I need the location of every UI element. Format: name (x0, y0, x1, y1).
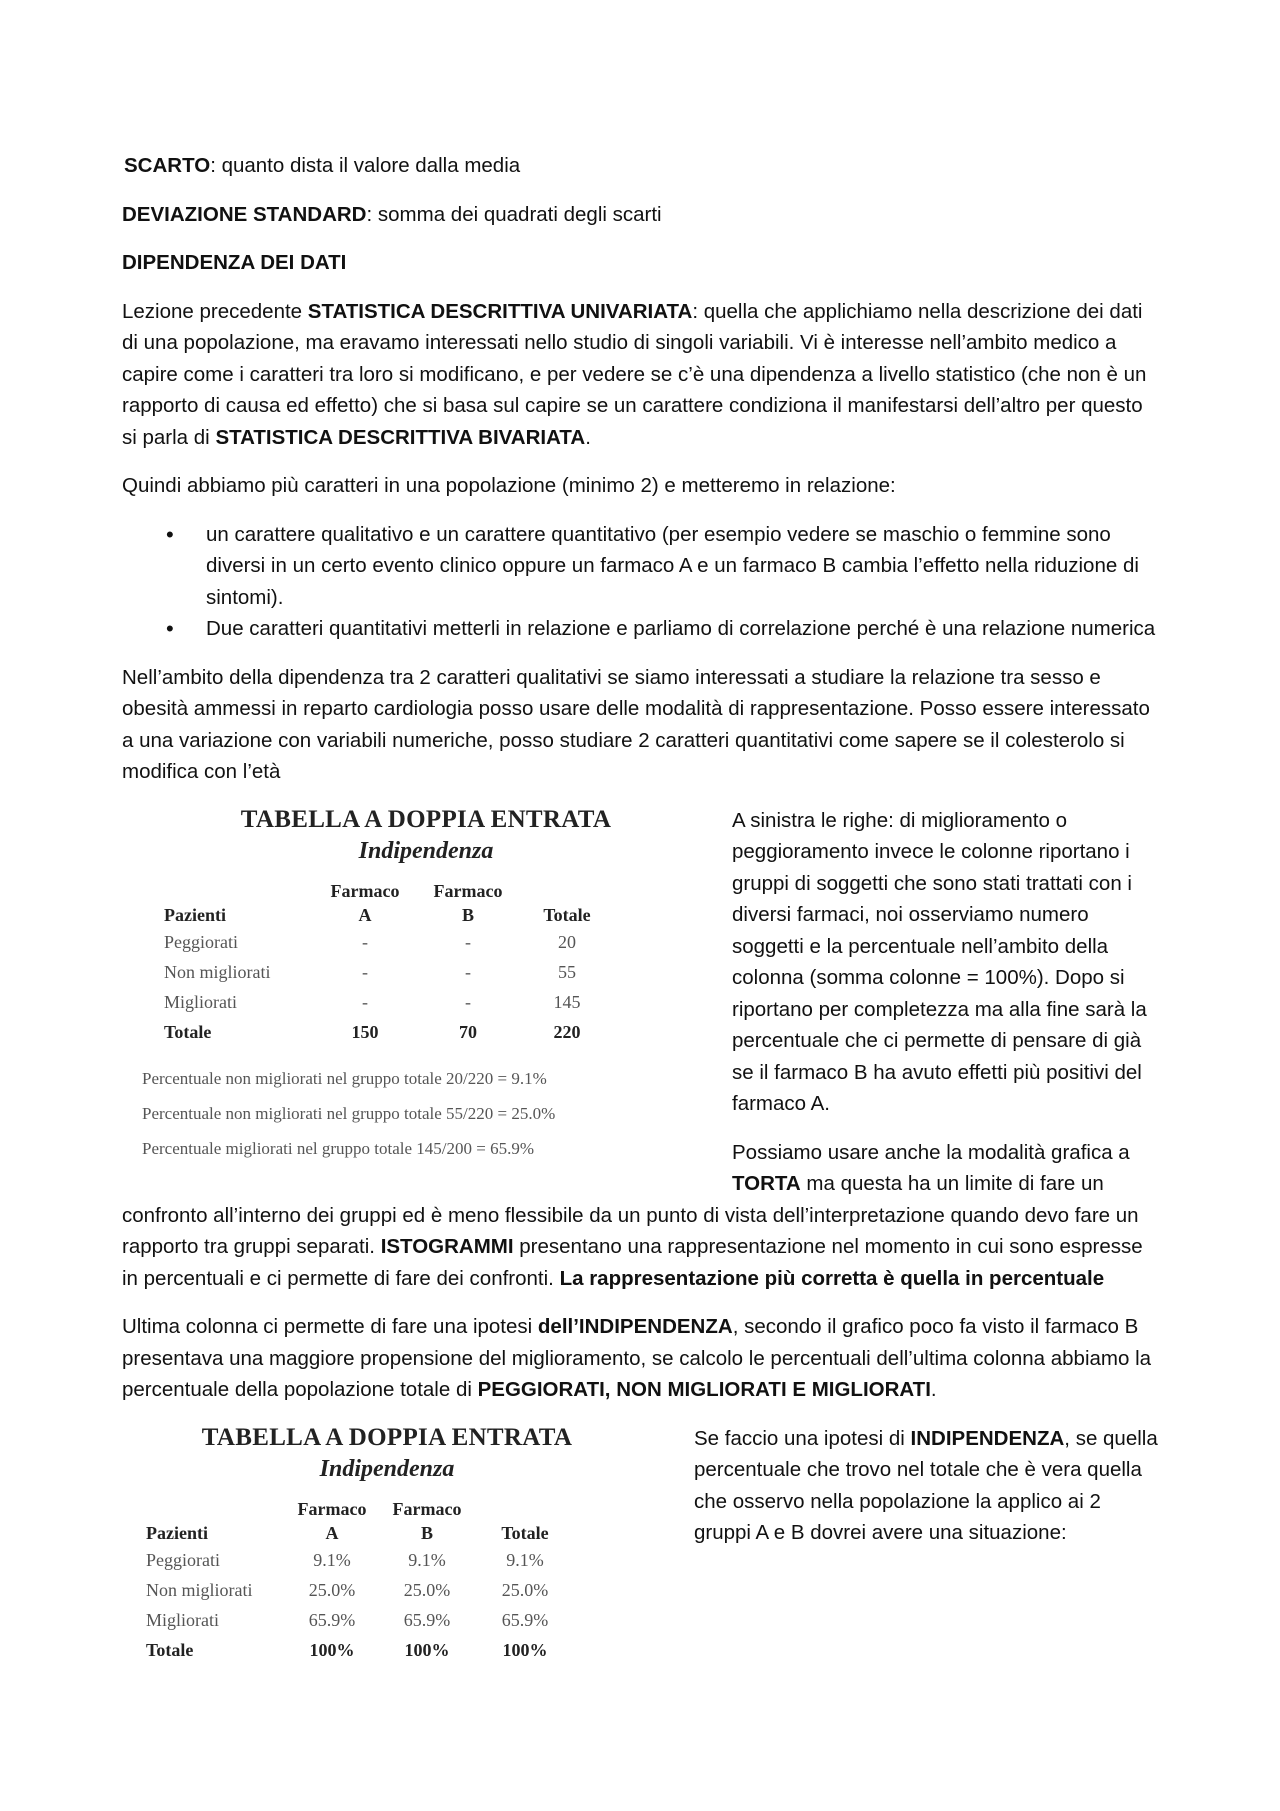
table-row (164, 957, 612, 987)
cell: 9.1% (408, 1549, 446, 1570)
table-header-row (146, 1497, 574, 1545)
table-total-row (146, 1635, 574, 1665)
list-item: • Due caratteri quantitativi metterli in relazione e parliamo di correlazione perché è una relazione numerica (122, 613, 1162, 645)
contingency-table-counts (164, 879, 612, 1047)
term-torta: TORTA (732, 1172, 801, 1195)
bullet-list (122, 519, 1162, 645)
contingency-table-percentages (146, 1497, 574, 1665)
figure-block-1 (122, 805, 1162, 1295)
cell: Peggiorati (146, 1549, 220, 1570)
cell: Peggiorati (164, 931, 238, 952)
cell: 145 (553, 991, 581, 1012)
cell: 100% (309, 1639, 355, 1660)
paragraph-bivariata (122, 296, 1162, 454)
cell: 9.1% (313, 1549, 351, 1570)
table-total-row (164, 1017, 612, 1047)
cell: - (465, 961, 471, 982)
percent-note: Percentuale migliorati nel gruppo totale 145/200 = 65.9% (142, 1138, 534, 1158)
table-row (146, 1545, 574, 1575)
cell: 25.0% (403, 1579, 451, 1600)
cell: 55 (558, 961, 576, 982)
cell: Non migliorati (164, 961, 271, 982)
paragraph-dipendenza: Nell’ambito della dipendenza tra 2 caratteri qualitativi se siamo interessati a studiare la relazione tra sesso e obesità ammessi in reparto cardiologia posso usare delle modalità di rappresentazione. Posso essere interessato a una variazione con variabili numeriche, posso studiare 2 caratteri quantitativi come sapere se il colesterolo si modifica con l’età (122, 665, 1150, 783)
term-indipendenza: INDIPENDENZA (910, 1426, 1065, 1450)
header-pazienti: Pazienti (146, 1522, 208, 1543)
cell: Totale (164, 1021, 212, 1042)
text: , (604, 1378, 617, 1401)
text: : quella che applichiamo nella descrizione dei dati di una popolazione, ma eravamo interessati nello studio di singoli variabili. Vi è interesse nell’ambito medico a capire come i caratteri tra loro si modificano, e per vedere se c’è una dipendenza a livello statistico (che non è un rapporto di causa ed effetto) che si basa sul capire se un carattere condiziona il manifestarsi dell’altro per questo si parla di (122, 299, 1147, 449)
text: Possiamo usare anche la modalità grafica a (732, 1140, 1130, 1164)
percent-note: Percentuale non migliorati nel gruppo totale 55/220 = 25.0% (142, 1103, 556, 1123)
figure-subtitle: Indipendenza (319, 1455, 455, 1482)
figure-block-2 (122, 1423, 1162, 1699)
text: , se quella percentuale che trovo nel totale che è vera quella che osservo nella popolazione la applico ai 2 gruppi A e B dovrei avere una situazione: (694, 1426, 1158, 1544)
term-indipendenza: dell’INDIPENDENZA (537, 1315, 733, 1338)
cell: 100% (404, 1639, 450, 1660)
cell: - (465, 991, 471, 1012)
cell: 65.9% (501, 1609, 549, 1630)
list-item: • un carattere qualitativo e un carattere quantitativo (per esempio vedere se maschio o femmine sono diversi in un certo evento clinico oppure un farmaco A e un farmaco B cambia l’effetto nella riduzione di sintomi). (122, 519, 1162, 614)
term-scarto: SCARTO (124, 154, 211, 177)
paragraph-indipendenza (122, 1311, 1162, 1406)
figure-title: TABELLA A DOPPIA ENTRATA (240, 805, 612, 833)
percent-note: Percentuale non migliorati nel gruppo totale 20/220 = 9.1% (142, 1068, 547, 1088)
term-univariata: STATISTICA DESCRITTIVA UNIVARIATA (307, 299, 693, 323)
percent-notes (142, 1061, 710, 1166)
document-page (122, 150, 1162, 1699)
text: presentano una rappresentazione nel momento in cui sono espresse in percentuali e ci permette di fare dei confronti. (122, 1235, 1143, 1290)
cell: Non migliorati (146, 1579, 253, 1600)
cell: 100% (502, 1639, 548, 1660)
table-row (146, 1605, 574, 1635)
table-figure-percentages (142, 1423, 632, 1693)
cell: 9.1% (506, 1549, 544, 1570)
cell: - (362, 931, 368, 952)
term-istogrammi: ISTOGRAMMI (380, 1235, 514, 1258)
cell: Migliorati (164, 991, 237, 1012)
text: , secondo il grafico poco fa visto il farmaco B presentava una maggiore propensione del miglioramento, se calcolo le percentuali dell’ultima colonna abbiamo la percentuale della popolazione totale di (122, 1315, 1152, 1401)
term-non-migliorati-migliorati: NON MIGLIORATI E MIGLIORATI (616, 1378, 931, 1401)
table-header-row (164, 879, 612, 927)
paragraph-righe-colonne: A sinistra le righe: di miglioramento o peggioramento invece le colonne riportano i gruppi di soggetti che sono stati trattati con i diversi farmaci, noi osserviamo numero soggetti e la percentuale nell’ambito della colonna (somma colonne = 100%). Dopo si riportano per completezza ma alla fine sarà la percentuale che ci permette di pensare di già se il farmaco B ha avuto effetti più positivi del farmaco A. (732, 808, 1147, 1115)
term-bivariata: STATISTICA DESCRITTIVA BIVARIATA (215, 425, 586, 449)
header-totale: Totale (501, 1522, 549, 1543)
header-totale: Totale (543, 904, 591, 925)
cell: 65.9% (308, 1609, 356, 1630)
term-deviazione: DEVIAZIONE STANDARD (122, 202, 367, 226)
header-farmaco-b: Farmaco B (433, 880, 503, 925)
cell: 25.0% (501, 1579, 549, 1600)
cell: 220 (553, 1021, 581, 1042)
table-row (164, 927, 612, 957)
paragraph-deviazione-standard (122, 199, 1162, 231)
header-farmaco-a: Farmaco A (330, 880, 400, 925)
table-figure-counts (142, 805, 710, 1193)
term-peggiorati: PEGGIORATI (477, 1378, 605, 1401)
text: Se faccio una ipotesi di (694, 1426, 911, 1450)
definition-deviazione: : somma dei quadrati degli scarti (366, 202, 662, 226)
text: . (585, 425, 591, 449)
header-farmaco-a: Farmaco A (297, 1498, 367, 1543)
definition-scarto: : quanto dista il valore dalla media (210, 154, 521, 177)
cell: - (362, 991, 368, 1012)
cell: 20 (558, 931, 576, 952)
cell: Totale (146, 1639, 194, 1660)
section-heading: DIPENDENZA DEI DATI (122, 251, 347, 274)
figure-title: TABELLA A DOPPIA ENTRATA (201, 1423, 573, 1451)
header-farmaco-b: Farmaco B (392, 1498, 462, 1543)
table-row (146, 1575, 574, 1605)
table-row (164, 987, 612, 1017)
header-pazienti: Pazienti (164, 904, 226, 925)
cell: - (465, 931, 471, 952)
figure-subtitle: Indipendenza (358, 837, 494, 864)
emphasis-percentuale: La rappresentazione più corretta è quella in percentuale (559, 1266, 1105, 1290)
paragraph-scarto (122, 150, 1162, 182)
cell: 70 (459, 1021, 477, 1042)
cell: - (362, 961, 368, 982)
cell: 65.9% (403, 1609, 451, 1630)
text: Ultima colonna ci permette di fare una ipotesi (122, 1315, 538, 1338)
text: ma questa ha un limite di fare un confronto all’interno dei gruppi ed è meno flessibile da un punto di vista dell’interpretazione quando devo fare un rapporto tra gruppi separati. (122, 1172, 1139, 1258)
text: Lezione precedente (122, 299, 308, 323)
paragraph-caratteri: Quindi abbiamo più caratteri in una popolazione (minimo 2) e metteremo in relazione: (122, 474, 896, 497)
cell: 150 (351, 1021, 379, 1042)
text: . (930, 1378, 937, 1401)
cell: Migliorati (146, 1609, 219, 1630)
cell: 25.0% (308, 1579, 356, 1600)
